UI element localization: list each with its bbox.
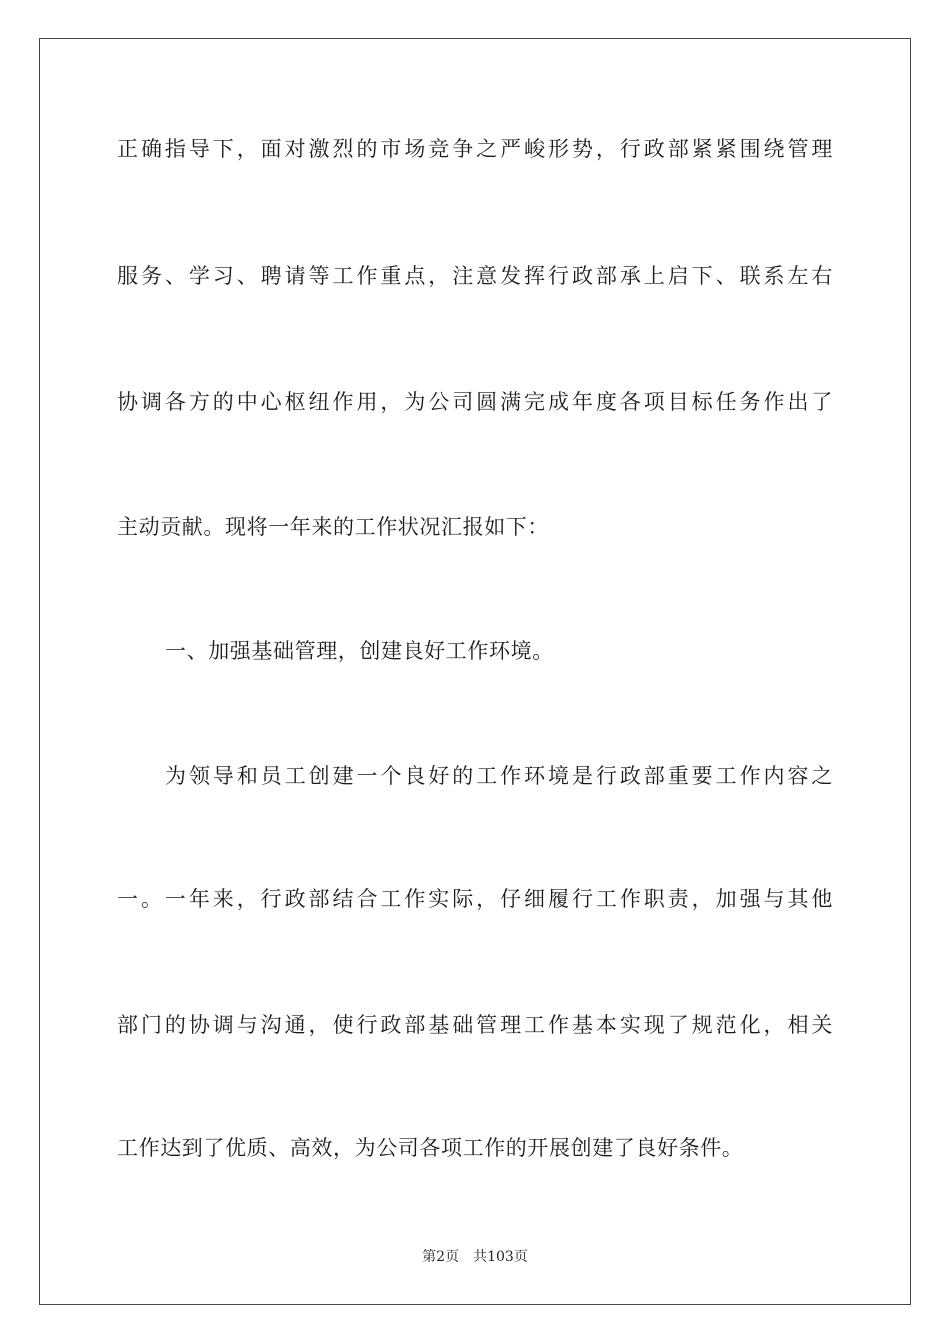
body-text-line: 服务、学习、聘请等工作重点，注意发挥行政部承上启下、联系左右 [117,264,833,288]
page-footer [0,1248,950,1266]
body-text-line: 一。一年来，行政部结合工作实际，仔细履行工作职责，加强与其他 [117,887,833,911]
body-text-line: 协调各方的中心枢纽作用，为公司圆满完成年度各项目标任务作出了 [117,390,833,414]
page-border [39,38,911,1305]
section-heading: 一、加强基础管理，创建良好工作环境。 [165,639,554,663]
body-text-line: 主动贡献。现将一年来的工作状况汇报如下： [117,515,549,539]
body-text-line: 正确指导下，面对激烈的市场竞争之严峻形势，行政部紧紧围绕管理 [117,137,833,161]
page-number: 第2页 [422,1249,460,1265]
body-text-line: 为领导和员工创建一个良好的工作环境是行政部重要工作内容之 [165,764,833,788]
page-total: 共103页 [473,1249,528,1265]
body-text-line: 部门的协调与沟通，使行政部基础管理工作基本实现了规范化，相关 [117,1013,833,1037]
body-text-line: 工作达到了优质、高效，为公司各项工作的开展创建了良好条件。 [117,1136,744,1160]
